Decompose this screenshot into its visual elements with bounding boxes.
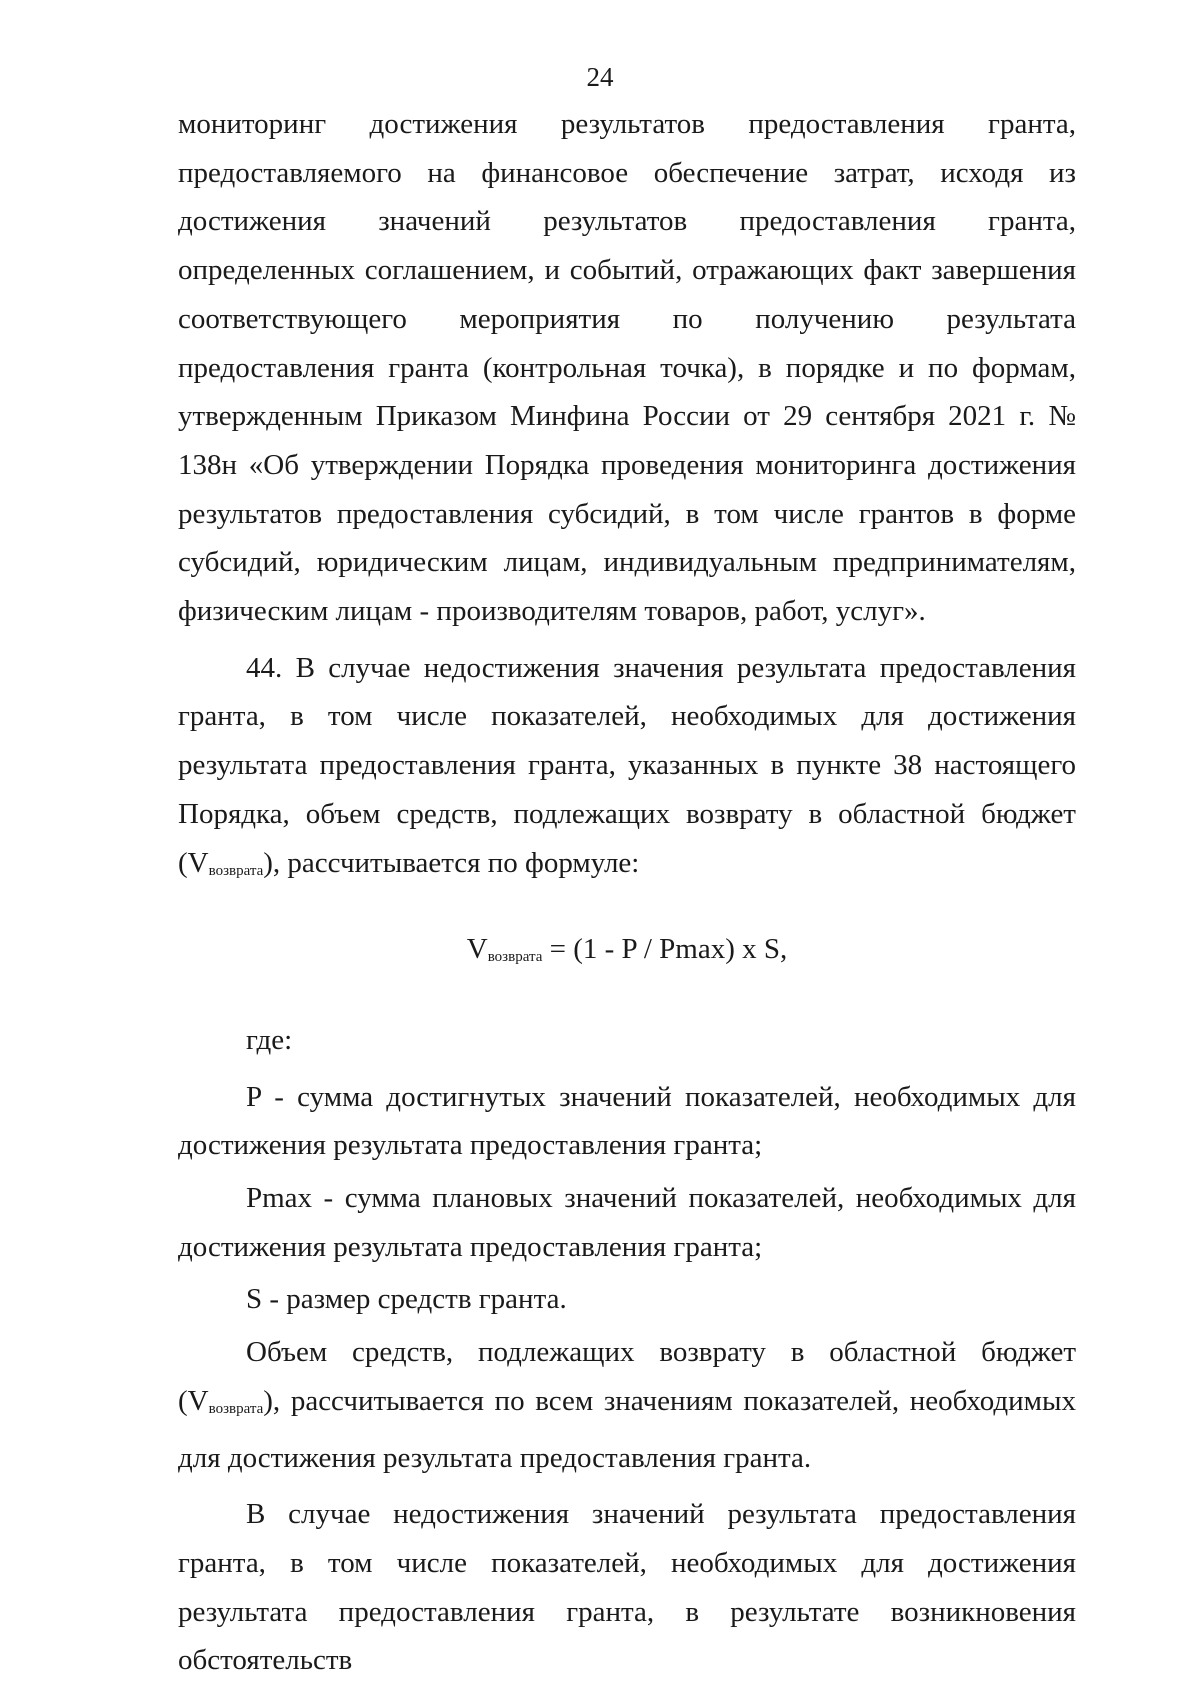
formula [178, 925, 1076, 982]
paragraph-volume-text: Объем средств, подлежащих возврату в областной бюджет (V [178, 1336, 1076, 1417]
formula-expression: = (1 - P / Pmax) x S, [542, 933, 788, 966]
subscript-return: возврата [208, 862, 264, 879]
paragraph-monitoring: мониторинг достижения результатов предоставления гранта, предоставляемого на финансовое обеспечение затрат, исходя из достижения значений результатов предоставления гранта, определенных соглашением, и событий, отражающих факт завершения соответствующего мероприятия по получению результата предоставления гранта (контрольная точка), в порядке и по формам, утвержденным Приказом Минфина России от 29 сентября 2021 г. № 138н «Об утверждении Порядка проведения мониторинга достижения результатов предоставления субсидий, в том числе грантов в форме субсидий, юридическим лицам, индивидуальным предпринимателям, физическим лицам - производителям товаров, работ, услуг». [178, 108, 1076, 628]
formula-v: V [466, 933, 488, 966]
where-label: где: [246, 1023, 293, 1056]
document-body [178, 100, 1076, 1685]
paragraph-volume-tail: ), рассчитывается по всем значениям показателей, необходимых для достижения результата предоставления гранта. [178, 1384, 1076, 1474]
formula-subscript: возврата [487, 949, 543, 966]
paragraph-nonachievement: В случае недостижения значений результата предоставления гранта, в том числе показателей, необходимых для достижения результата предоставления гранта, в результате возникновения обстоятельств [178, 1498, 1076, 1677]
subscript-return-2: возврата [208, 1400, 264, 1417]
paragraph-44-tail: ), рассчитывается по формуле: [263, 846, 640, 879]
definition-s: S - размер средств гранта. [246, 1283, 567, 1316]
paragraph-44-text: 44. В случае недостижения значения результата предоставления гранта, в том числе показателей, необходимых для достижения результата предоставления гранта, указанных в пункте 38 настоящего Порядка, объем средств, подлежащих возврату в областной бюджет (V [178, 651, 1076, 879]
paragraph-44 [178, 644, 1076, 896]
page-number: 24 [586, 62, 614, 92]
definition-pmax: Pmax - сумма плановых значений показателей, необходимых для достижения результата предоставления гранта; [178, 1182, 1076, 1263]
paragraph-volume [178, 1328, 1076, 1482]
definition-p: P - сумма достигнутых значений показателей, необходимых для достижения результата предоставления гранта; [178, 1080, 1076, 1162]
